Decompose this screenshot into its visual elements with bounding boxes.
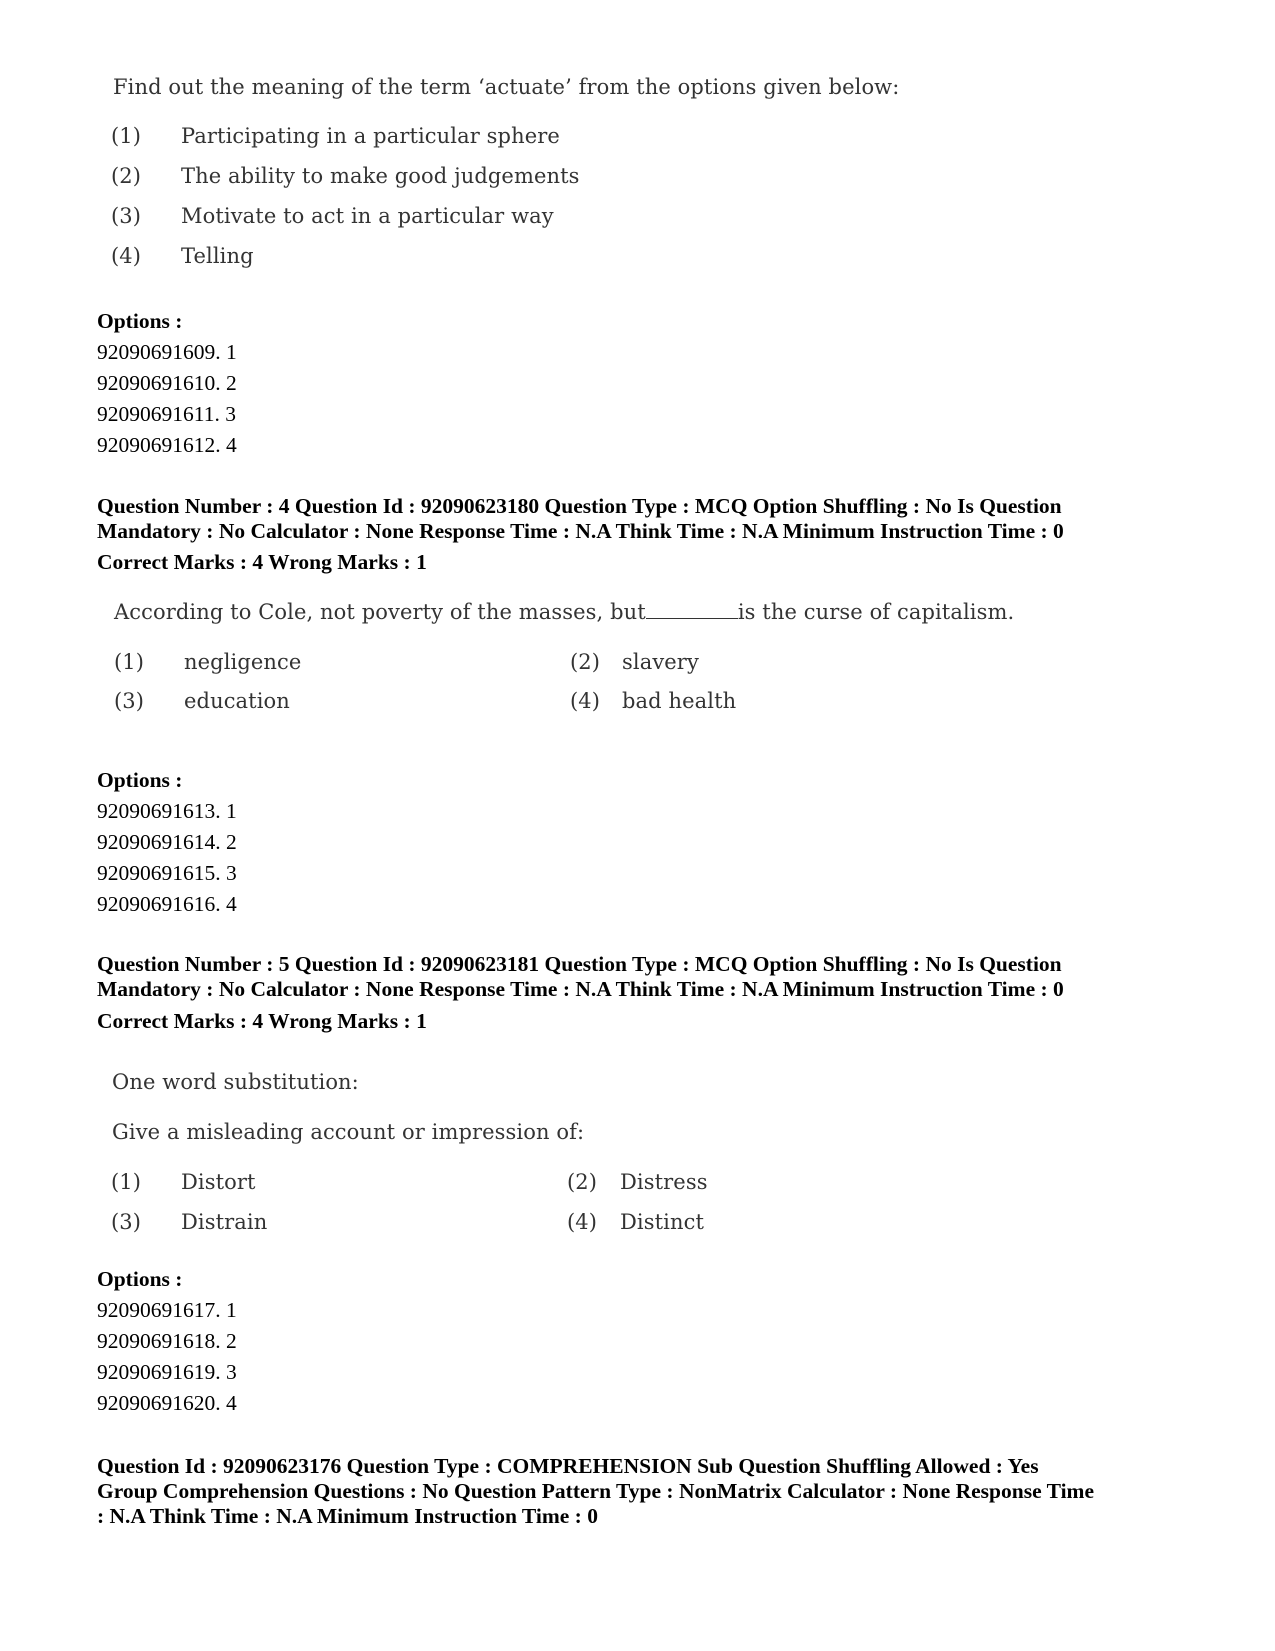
- q5-option-3: 92090691619. 3: [97, 1360, 237, 1384]
- q5-header-line-1: Question Number : 5 Question Id : 92090623181 Question Type : MCQ Option Shuffling : No Is Question: [97, 952, 1062, 976]
- q4-marks: Correct Marks : 4 Wrong Marks : 1: [97, 550, 427, 574]
- comprehension-header-line-3: : N.A Think Time : N.A Minimum Instruction Time : 0: [97, 1504, 598, 1528]
- q3-choice-4-text: Telling: [181, 244, 254, 268]
- q5-stem-line-2: Give a misleading account or impression of:: [112, 1120, 585, 1144]
- q4-choice-4-text: bad health: [622, 689, 737, 713]
- q3-choice-4-number: (4): [111, 244, 142, 268]
- q4-option-4: 92090691616. 4: [97, 892, 237, 916]
- q3-choice-1-number: (1): [111, 124, 142, 148]
- q4-stem-before-blank: According to Cole, not poverty of the masses, but: [114, 600, 646, 624]
- q3-choice-1-text: Participating in a particular sphere: [181, 124, 560, 148]
- q3-options-label: Options :: [97, 309, 183, 333]
- q4-stem: [114, 600, 1014, 624]
- q5-choice-1-number: (1): [111, 1170, 142, 1194]
- q3-choice-2-number: (2): [111, 164, 142, 188]
- q4-option-2: 92090691614. 2: [97, 830, 237, 854]
- q5-choice-3-text: Distrain: [181, 1210, 268, 1234]
- q3-option-4: 92090691612. 4: [97, 433, 237, 457]
- q3-option-1: 92090691609. 1: [97, 340, 237, 364]
- q3-choice-2-text: The ability to make good judgements: [181, 164, 580, 188]
- q4-choice-3-text: education: [184, 689, 290, 713]
- q5-choice-2-text: Distress: [620, 1170, 708, 1194]
- q4-option-3: 92090691615. 3: [97, 861, 237, 885]
- comprehension-header-line-1: Question Id : 92090623176 Question Type : COMPREHENSION Sub Question Shuffling Allowed : Yes: [97, 1454, 1039, 1478]
- q4-header-line-2: Mandatory : No Calculator : None Response Time : N.A Think Time : N.A Minimum Instruction Time : 0: [97, 519, 1064, 543]
- q4-stem-after-blank: is the curse of capitalism.: [737, 600, 1015, 624]
- q5-choice-4-number: (4): [567, 1210, 598, 1234]
- q3-option-3: 92090691611. 3: [97, 402, 236, 426]
- q5-option-1: 92090691617. 1: [97, 1298, 237, 1322]
- q3-choice-3-text: Motivate to act in a particular way: [181, 204, 554, 228]
- q5-options-label: Options :: [97, 1267, 183, 1291]
- q5-option-4: 92090691620. 4: [97, 1391, 237, 1415]
- q4-choice-1-number: (1): [114, 650, 145, 674]
- q5-option-2: 92090691618. 2: [97, 1329, 237, 1353]
- q3-choice-3-number: (3): [111, 204, 142, 228]
- q4-options-label: Options :: [97, 768, 183, 792]
- q5-choice-3-number: (3): [111, 1210, 142, 1234]
- q5-choice-1-text: Distort: [181, 1170, 256, 1194]
- q5-choice-2-number: (2): [567, 1170, 598, 1194]
- q3-option-2: 92090691610. 2: [97, 371, 237, 395]
- comprehension-header-line-2: Group Comprehension Questions : No Question Pattern Type : NonMatrix Calculator : None Response Time: [97, 1479, 1094, 1503]
- q4-option-1: 92090691613. 1: [97, 799, 237, 823]
- q4-choice-2-number: (2): [570, 650, 601, 674]
- q4-header-line-1: Question Number : 4 Question Id : 92090623180 Question Type : MCQ Option Shuffling : No Is Question: [97, 494, 1062, 518]
- q5-marks: Correct Marks : 4 Wrong Marks : 1: [97, 1009, 427, 1033]
- q5-stem-line-1: One word substitution:: [112, 1070, 359, 1094]
- q3-stem: Find out the meaning of the term ‘actuate’ from the options given below:: [113, 75, 900, 99]
- q5-header-line-2: Mandatory : No Calculator : None Response Time : N.A Think Time : N.A Minimum Instruction Time : 0: [97, 977, 1064, 1001]
- q4-choice-3-number: (3): [114, 689, 145, 713]
- q4-choice-1-text: negligence: [184, 650, 302, 674]
- q4-choice-2-text: slavery: [622, 650, 699, 674]
- q4-blank-line: [646, 600, 738, 619]
- q5-choice-4-text: Distinct: [620, 1210, 705, 1234]
- q4-choice-4-number: (4): [570, 689, 601, 713]
